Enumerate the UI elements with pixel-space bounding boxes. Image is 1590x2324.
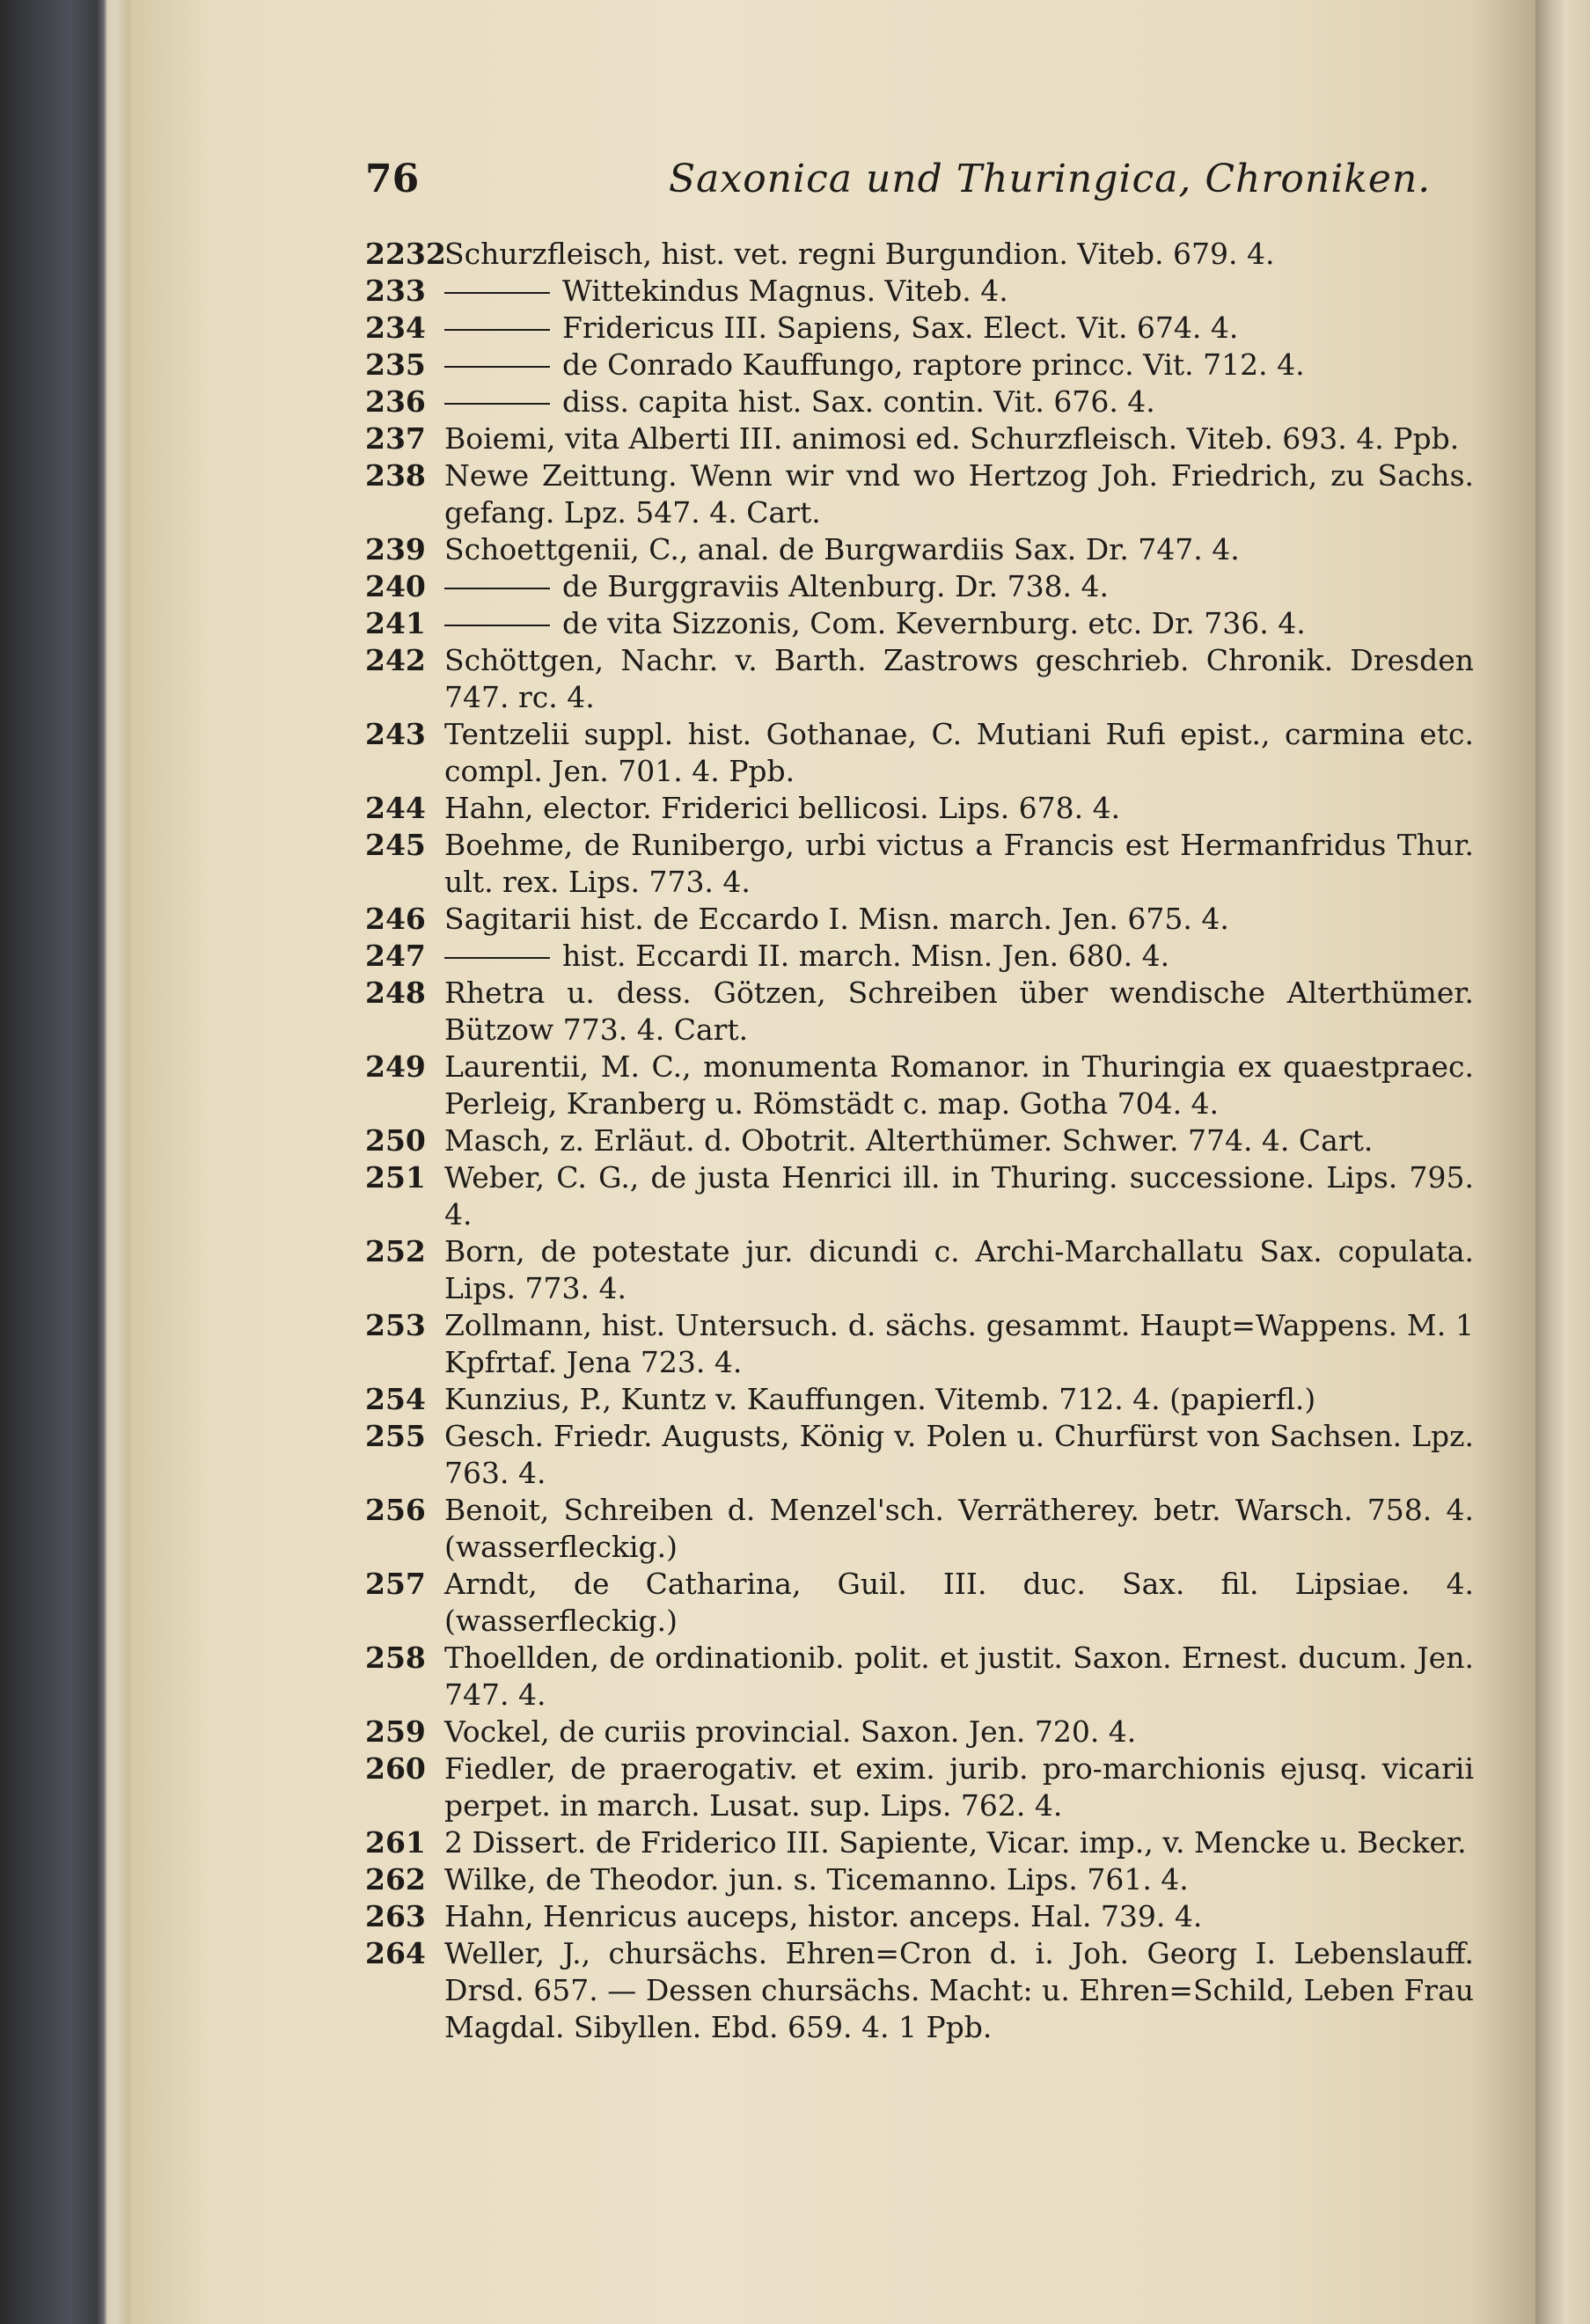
catalog-entry <box>365 384 1474 420</box>
catalog-entry <box>365 236 1474 273</box>
ditto-dash <box>444 625 550 626</box>
entry-text: Arndt, de Catharina, Guil. III. duc. Sax. fil. Lipsiae. 4. (wasserfleckig.) <box>444 1567 1474 1638</box>
catalog-entry <box>365 1824 1474 1861</box>
entry-number: 235 <box>365 347 426 382</box>
entry-number: 261 <box>365 1825 426 1860</box>
entry-number: 255 <box>365 1419 426 1453</box>
entry-text: hist. Eccardi II. march. Misn. Jen. 680. 4. <box>562 939 1170 973</box>
catalog-entry <box>365 938 1474 975</box>
page-edge <box>1535 0 1590 2324</box>
entry-number: 253 <box>365 1308 426 1342</box>
ditto-dash <box>444 957 550 959</box>
catalog-entry <box>365 605 1474 642</box>
entry-number: 249 <box>365 1049 426 1084</box>
entry-text: Laurentii, M. C., monumenta Romanor. in Thuringia ex quaestpraec. Perleig, Kranberg u. Römstädt c. map. Gotha 704. 4. <box>444 1049 1474 1121</box>
entry-number: 244 <box>365 791 426 825</box>
entry-number: 237 <box>365 421 426 456</box>
entry-text: Fridericus III. Sapiens, Sax. Elect. Vit. 674. 4. <box>562 311 1239 345</box>
catalog-entry <box>365 310 1474 347</box>
entry-number: 257 <box>365 1567 426 1601</box>
catalog-entry <box>365 901 1474 938</box>
entry-number: 238 <box>365 458 426 493</box>
entry-text: Rhetra u. dess. Götzen, Schreiben über wendische Alterthümer. Bützow 773. 4. Cart. <box>444 976 1474 1047</box>
entry-text: Boehme, de Runibergo, urbi victus a Francis est Hermanfridus Thur. ult. rex. Lips. 773. 4. <box>444 828 1474 899</box>
entry-number: 263 <box>365 1899 426 1933</box>
catalog-entry <box>365 568 1474 605</box>
entry-text: Boiemi, vita Alberti III. animosi ed. Schurzfleisch. Viteb. 693. 4. Ppb. <box>444 421 1460 456</box>
running-head: Saxonica und Thuringica, Chroniken. <box>669 157 1432 201</box>
catalog-entry <box>365 1307 1474 1381</box>
catalog-entry <box>365 716 1474 790</box>
entry-text: 2 Dissert. de Friderico III. Sapiente, Vicar. imp., v. Mencke u. Becker. <box>444 1825 1467 1860</box>
ditto-dash <box>444 329 550 331</box>
entry-text: de vita Sizzonis, Com. Kevernburg. etc. Dr. 736. 4. <box>562 606 1306 640</box>
entry-number: 245 <box>365 828 426 862</box>
page-header <box>365 150 1474 211</box>
catalog-entry <box>365 827 1474 901</box>
catalog-entry <box>365 1861 1474 1898</box>
entry-number: 252 <box>365 1234 426 1268</box>
catalog-entry <box>365 1640 1474 1714</box>
entry-text: Schöttgen, Nachr. v. Barth. Zastrows geschrieb. Chronik. Dresden 747. rc. 4. <box>444 643 1474 714</box>
ditto-dash <box>444 366 550 368</box>
entry-text: de Burggraviis Altenburg. Dr. 738. 4. <box>562 569 1110 603</box>
entry-number: 260 <box>365 1751 426 1786</box>
page-content <box>365 150 1474 2261</box>
catalog-entry <box>365 1381 1474 1418</box>
entry-text: Sagitarii hist. de Eccardo I. Misn. march. Jen. 675. 4. <box>444 902 1229 936</box>
entry-number: 2232 <box>365 237 446 271</box>
entry-number: 264 <box>365 1936 426 1970</box>
catalog-entry <box>365 1049 1474 1122</box>
entry-number: 240 <box>365 569 426 603</box>
entry-text: Born, de potestate jur. dicundi c. Archi-Marchallatu Sax. copulata. Lips. 773. 4. <box>444 1234 1474 1305</box>
entry-text: Masch, z. Erläut. d. Obotrit. Alterthümer. Schwer. 774. 4. Cart. <box>444 1123 1374 1158</box>
entry-number: 254 <box>365 1382 426 1416</box>
catalog-entry <box>365 1492 1474 1566</box>
entry-number: 243 <box>365 717 426 751</box>
entry-text: Schoettgenii, C., anal. de Burgwardiis Sax. Dr. 747. 4. <box>444 532 1240 566</box>
entry-number: 259 <box>365 1714 426 1749</box>
catalog-entry <box>365 420 1474 457</box>
entry-text: Weller, J., chursächs. Ehren=Cron d. i. Joh. Georg I. Lebenslauff. Drsd. 657. — Dessen chursächs. Macht: u. Ehren=Schild, Leben Frau Magdal. Sibyllen. Ebd. 659. 4. 1 Ppb. <box>444 1936 1474 2044</box>
catalog-entry <box>365 1566 1474 1640</box>
entry-text: Fiedler, de praerogativ. et exim. jurib. pro-marchionis ejusq. vicarii perpet. in march. Lusat. sup. Lips. 762. 4. <box>444 1751 1474 1823</box>
entry-number: 242 <box>365 643 426 677</box>
catalog-entry <box>365 457 1474 531</box>
page-number: 76 <box>365 157 420 201</box>
entry-text: Benoit, Schreiben d. Menzel'sch. Verrätherey. betr. Warsch. 758. 4. (wasserfleckig.) <box>444 1493 1474 1564</box>
catalog-entries <box>365 236 1474 2046</box>
catalog-entry <box>365 1714 1474 1750</box>
catalog-entry <box>365 975 1474 1049</box>
entry-number: 250 <box>365 1123 426 1158</box>
entry-text: Weber, C. G., de justa Henrici ill. in Thuring. successione. Lips. 795. 4. <box>444 1160 1474 1231</box>
entry-text: Vockel, de curiis provincial. Saxon. Jen. 720. 4. <box>444 1714 1137 1749</box>
catalog-entry <box>365 790 1474 827</box>
entry-text: Newe Zeittung. Wenn wir vnd wo Hertzog Joh. Friedrich, zu Sachs. gefang. Lpz. 547. 4. Cart. <box>444 458 1474 530</box>
entry-text: Tentzelii suppl. hist. Gothanae, C. Mutiani Rufi epist., carmina etc. compl. Jen. 701. 4. Ppb. <box>444 717 1474 788</box>
catalog-entry <box>365 1935 1474 2046</box>
entry-text: Zollmann, hist. Untersuch. d. sächs. gesammt. Haupt=Wappens. M. 1 Kpfrtaf. Jena 723. 4. <box>444 1308 1474 1379</box>
ditto-dash <box>444 588 550 589</box>
catalog-entry <box>365 273 1474 310</box>
entry-text: diss. capita hist. Sax. contin. Vit. 676. 4. <box>562 384 1155 419</box>
entry-text: Schurzfleisch, hist. vet. regni Burgundion. Viteb. 679. 4. <box>444 237 1275 271</box>
catalog-entry <box>365 1159 1474 1233</box>
catalog-entry <box>365 347 1474 384</box>
catalog-entry <box>365 531 1474 568</box>
ditto-dash <box>444 403 550 405</box>
entry-number: 236 <box>365 384 426 419</box>
ditto-dash <box>444 292 550 294</box>
entry-number: 239 <box>365 532 426 566</box>
entry-number: 246 <box>365 902 426 936</box>
entry-number: 262 <box>365 1862 426 1896</box>
entry-number: 234 <box>365 311 426 345</box>
entry-number: 247 <box>365 939 426 973</box>
entry-text: Thoellden, de ordinationib. polit. et justit. Saxon. Ernest. ducum. Jen. 747. 4. <box>444 1641 1474 1712</box>
entry-text: Wilke, de Theodor. jun. s. Ticemanno. Lips. 761. 4. <box>444 1862 1189 1896</box>
catalog-entry <box>365 642 1474 716</box>
catalog-entry <box>365 1233 1474 1307</box>
entry-text: Kunzius, P., Kuntz v. Kauffungen. Vitemb. 712. 4. (papierfl.) <box>444 1382 1316 1416</box>
entry-number: 233 <box>365 274 426 308</box>
catalog-entry <box>365 1418 1474 1492</box>
entry-number: 258 <box>365 1641 426 1675</box>
entry-text: Gesch. Friedr. Augusts, König v. Polen u. Churfürst von Sachsen. Lpz. 763. 4. <box>444 1419 1474 1490</box>
entry-text: de Conrado Kauffungo, raptore princc. Vit. 712. 4. <box>562 347 1305 382</box>
entry-number: 241 <box>365 606 426 640</box>
entry-text: Hahn, elector. Friderici bellicosi. Lips. 678. 4. <box>444 791 1121 825</box>
catalog-entry <box>365 1898 1474 1935</box>
entry-number: 251 <box>365 1160 426 1195</box>
entry-number: 248 <box>365 976 426 1010</box>
catalog-entry <box>365 1750 1474 1824</box>
entry-text: Hahn, Henricus auceps, histor. anceps. Hal. 739. 4. <box>444 1899 1203 1933</box>
catalog-entry <box>365 1122 1474 1159</box>
entry-text: Wittekindus Magnus. Viteb. 4. <box>562 274 1008 308</box>
entry-number: 256 <box>365 1493 426 1527</box>
